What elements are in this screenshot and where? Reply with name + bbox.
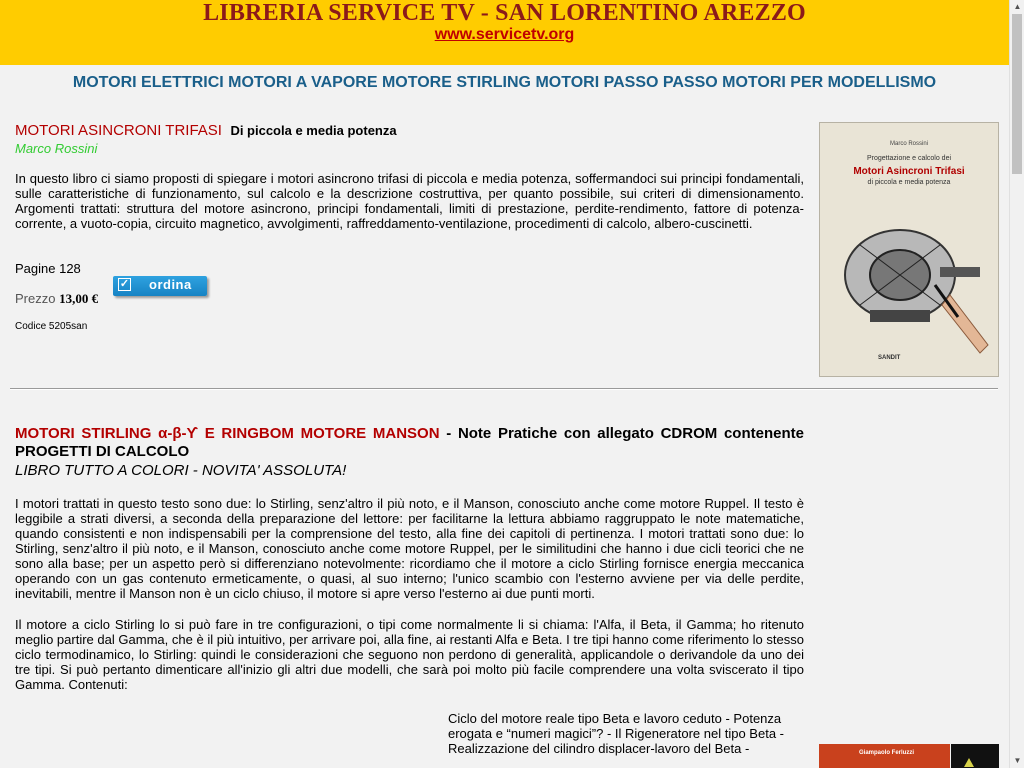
order-button[interactable] bbox=[113, 276, 207, 296]
order-button-label: ordina bbox=[149, 277, 192, 292]
site-url-link[interactable]: www.servicetv.org bbox=[434, 26, 575, 43]
price-value: 13,00 € bbox=[59, 291, 99, 306]
book2-description-2: Il motore a ciclo Stirling lo si può fare in tre configurazioni, o tipi come normalmente li si chiama: l'Alfa, il Beta, il Gamma; ho ritenuto meglio partire dal Gamma, che è il più intuitivo, per arrivare poi, alla fine, ai restanti Alfa e Beta. I tre tipi hanno come riferimento lo stesso ciclo termodinamico, lo Stirling: quindi le considerazioni che seguono non perdono di generalità, applicandole o derivandole da uno dei tre tipi. Si può pertanto dimenticare all'inizio gli altri due modelli, che sarà poi molto più facile comprendere una volta sviscerato il tipo Gamma. Contenuti: bbox=[15, 617, 804, 692]
site-title: LIBRERIA SERVICE TV - SAN LORENTINO AREZZO bbox=[203, 0, 806, 26]
book2-title-dash: - bbox=[439, 425, 458, 442]
book1-description: In questo libro ci siamo proposti di spiegare i motori asincrono trifasi di piccola e media potenza, soffermandoci sui principi fondamentali, sulle caratteristiche di funzionamento, sul calcolo e la descrizione costruttiva, per quanto possibile, sui criteri di dimensionamento. Argomenti trattati: struttura del motore asincrono, principi fondamentali, limiti di prestazione, perdite-rendimento, fattore di potenza-corrente, a vuoto-copia, circuito magnetico, avvolgimenti, raffreddamento-ventilazione, procedimenti di calcolo, albero-cuscinetti. bbox=[15, 171, 804, 231]
cover-line3: di piccola e media potenza bbox=[867, 179, 951, 186]
scroll-down-arrow-icon[interactable]: ▼ bbox=[1013, 756, 1022, 765]
book2-title: MOTORI STIRLING α-β-ϒ E RINGBOM MOTORE MANSON bbox=[15, 425, 440, 442]
section-divider bbox=[10, 388, 998, 390]
nav-item-motori-elettrici[interactable]: MOTORI ELETTRICI bbox=[72, 74, 224, 91]
book1-price bbox=[15, 291, 98, 307]
book2-cdrom-image[interactable] bbox=[951, 744, 999, 768]
book2-cover-author: Giampaolo Ferluzzi bbox=[859, 750, 915, 756]
category-nav bbox=[0, 74, 1009, 92]
book1-cover-image[interactable] bbox=[819, 122, 999, 377]
book2-cover-image[interactable] bbox=[819, 744, 950, 768]
book1-title: MOTORI ASINCRONI TRIFASI bbox=[15, 122, 222, 139]
nav-item-motori-per-modellismo[interactable]: MOTORI PER MODELLISMO bbox=[722, 74, 937, 91]
price-label: Prezzo bbox=[15, 291, 56, 306]
book1-subtitle: Di piccola e media potenza bbox=[230, 123, 397, 138]
book2-subtitle: LIBRO TUTTO A COLORI - NOVITA' ASSOLUTA! bbox=[15, 462, 347, 479]
cover-line1: Progettazione e calcolo dei bbox=[866, 155, 952, 162]
cover-publisher: SANDIT bbox=[878, 355, 901, 361]
nav-item-motori-passo-passo[interactable]: MOTORI PASSO PASSO bbox=[535, 74, 718, 91]
motor-illustration-icon bbox=[830, 205, 990, 355]
book2-description-1: I motori trattati in questo testo sono due: lo Stirling, senz'altro il più noto, e il Manson, conosciuto anche come motore Ruppel. Il testo è leggibile a strati diversi, a seconda della preparazione del lettore: per facilitarne la lettura abbiamo raggruppato le note matematiche, quando consistenti e non indispensabili per la comprensione del testo, alla fine dei capitoli di pertinenza. I motori trattati sono due: lo Stirling, senz'altro il più noto, e il Manson, conosciuto anche come motore Ruppel, per le similitudini che hanno i due cicli teorici che ne sono alla base; per un aspetto però si differenziano notevolmente: ricordiamo che il motore a ciclo Stirling fornisce energia meccanica operando con un gas contenuto ermeticamente, o quasi, al suo interno; l'unico scambio con l'esterno avviene per via delle perdite, inevitabili, mentre il Manson non è un ciclo chiuso, il motore si apre verso l'esterno ai due punti morti. bbox=[15, 496, 804, 601]
triangle-icon bbox=[964, 758, 974, 767]
book1-pages: Pagine 128 bbox=[15, 261, 81, 276]
book1-code: Codice 5205san bbox=[15, 321, 88, 332]
nav-item-motori-a-vapore[interactable]: MOTORI A VAPORE bbox=[228, 74, 378, 91]
checkbox-icon: ✓ bbox=[119, 278, 130, 290]
vertical-scrollbar[interactable] bbox=[1009, 0, 1024, 768]
cover-title: Motori Asincroni Trifasi bbox=[853, 166, 965, 177]
book2-title-rest: Note Pratiche con allegato CDROM contenente PROGETTI DI CALCOLO bbox=[15, 425, 804, 460]
scrollbar-thumb[interactable] bbox=[1012, 14, 1022, 174]
book1-heading bbox=[15, 122, 815, 140]
book1-author: Marco Rossini bbox=[15, 141, 98, 156]
book2-heading bbox=[15, 425, 804, 461]
nav-item-motore-stirling[interactable]: MOTORE STIRLING bbox=[381, 74, 531, 91]
scroll-up-arrow-icon[interactable]: ▲ bbox=[1013, 2, 1022, 11]
site-header bbox=[0, 0, 1009, 65]
book2-contents: Ciclo del motore reale tipo Beta e lavoro ceduto - Potenza erogata e “numeri magici”? - Il Rigeneratore nel tipo Beta - Realizzazione del cilindro displacer-lavoro del Beta - bbox=[448, 711, 784, 756]
cover-author: Marco Rossini bbox=[889, 141, 928, 147]
